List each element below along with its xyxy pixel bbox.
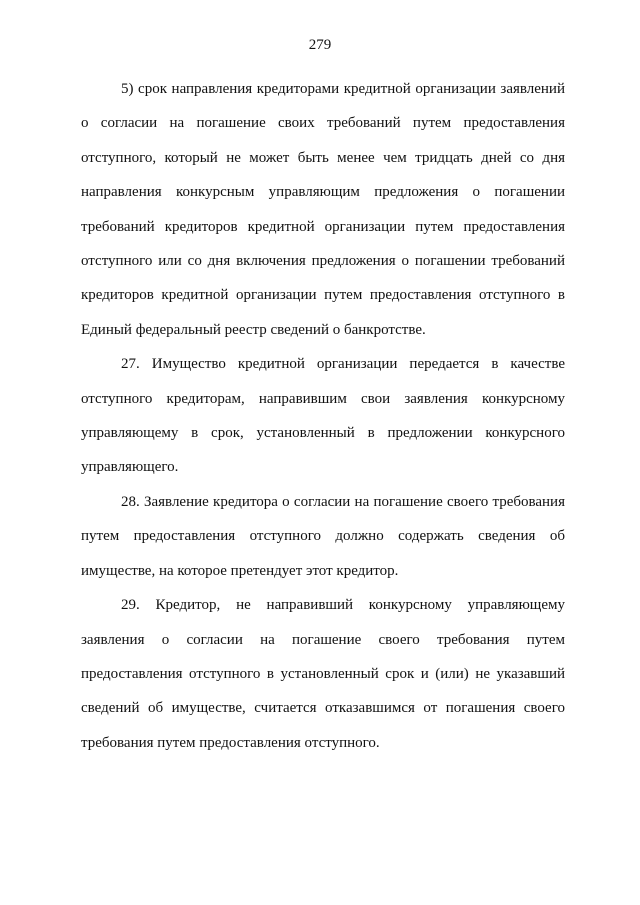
paragraph-clause-27: 27. Имущество кредитной организации передается в качестве отступного кредиторам, направившим свои заявления конкурсному управляющему в срок, установленный в предложении конкурсного управляющего.	[81, 356, 565, 476]
paragraph-clause-29: 29. Кредитор, не направивший конкурсному управляющему заявления о согласии на погашение своего требования путем предоставления отступного в установленный срок и (или) не указавший сведений об имуществе, считается отказавшимся от погашения своего требования путем предоставления отступного.	[81, 597, 565, 751]
paragraph-clause-28: 28. Заявление кредитора о согласии на погашение своего требования путем предоставления отступного должно содержать сведения об имуществе, на которое претендует этот кредитор.	[81, 493, 565, 579]
document-body	[81, 72, 565, 760]
paragraph-item-5: 5) срок направления кредиторами кредитной организации заявлений о согласии на погашение своих требований путем предоставления отступного, который не может быть менее чем тридцать дней со дня направления конкурсным управляющим предложения о погашении требований кредиторов кредитной организации путем предоставления отступного или со дня включения предложения о погашении требований кредиторов кредитной организации путем предоставления отступного в Единый федеральный реестр сведений о банкротстве.	[81, 81, 565, 338]
page-number: 279	[308, 37, 332, 53]
